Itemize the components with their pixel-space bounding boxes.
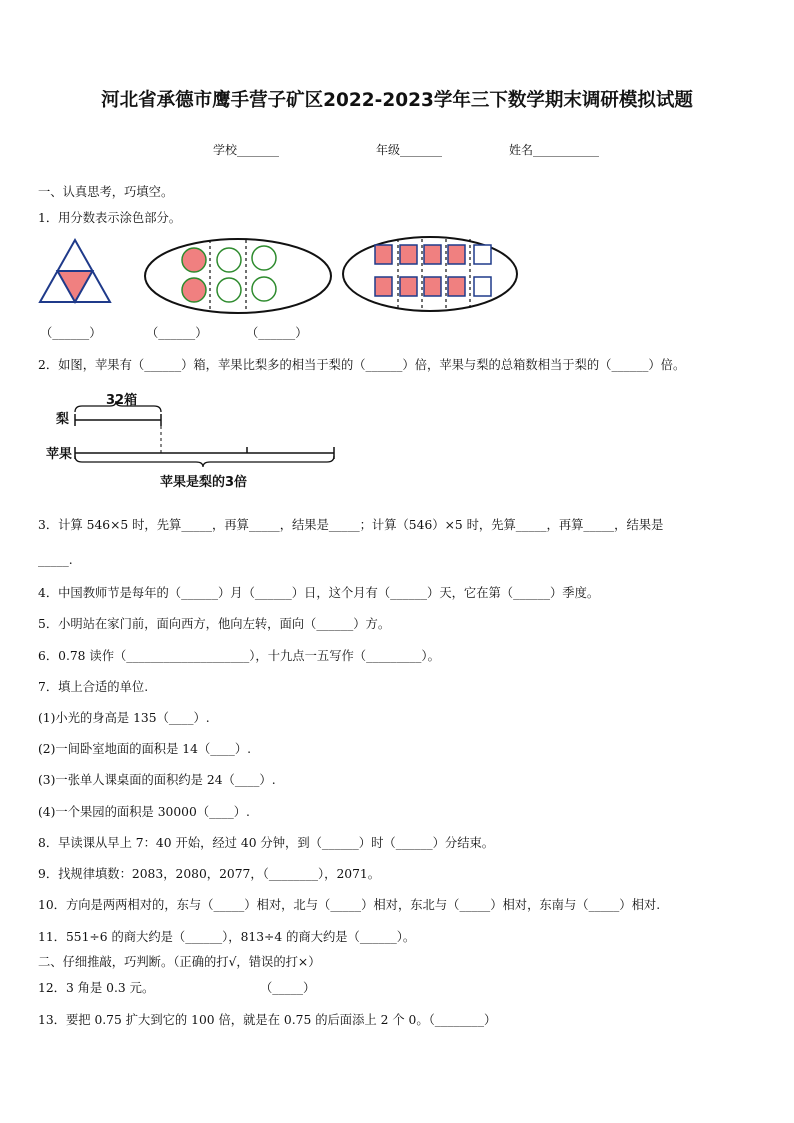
ellipse-squares-figure (340, 234, 520, 314)
question-13: 13．要把 0.75 扩大到它的 100 倍，就是在 0.75 的后面添上 2 个 0。（________） (38, 1013, 497, 1027)
brace-label-apple-3x: 苹果是梨的3倍 (160, 475, 248, 490)
question-5: 5．小明站在家门前，面向西方，他向左转，面向（______）方。 (38, 617, 391, 631)
question-4: 4．中国教师节是每年的（______）月（______）日，这个月有（______）天，它在第（______）季度。 (38, 586, 600, 600)
question-7-1: (1)小光的身高是 135（____）. (38, 711, 210, 725)
answer-blank-1b[interactable]: （______） (146, 326, 208, 340)
answer-blank-1a[interactable]: （______） (40, 326, 102, 340)
question-3-cont: _____. (38, 553, 73, 567)
question-12: 12．3 角是 0.3 元。 (38, 981, 155, 995)
answer-blank-1c[interactable]: （______） (246, 326, 308, 340)
question-10: 10．方向是两两相对的，东与（_____）相对，北与（_____）相对，东北与（_____）相对，东南与（_____）相对. (38, 898, 661, 912)
name-field: 姓名___________ (509, 143, 600, 157)
question-7: 7．填上合适的单位. (38, 680, 149, 694)
ellipse-circles-figure (142, 236, 334, 316)
question-6: 6．0.78 读作（____________________），十九点一五写作（_________）。 (38, 649, 440, 663)
question-1: 1．用分数表示涂色部分。 (38, 211, 182, 225)
pear-label: 梨 (56, 412, 70, 427)
brace-label-32: 32箱 (106, 393, 138, 408)
section-heading-true-false: 二、仔细推敲，巧判断。（正确的打√，错误的打×） (38, 955, 321, 969)
triangle-figure (36, 236, 118, 306)
question-11: 11．551÷6 的商大约是（______），813÷4 的商大约是（______）。 (38, 930, 416, 944)
question-7-4: (4)一个果园的面积是 30000（____）. (38, 805, 250, 819)
section-heading-fill-blanks: 一、认真思考，巧填空。 (38, 185, 174, 199)
school-field: 学校_______ (213, 143, 280, 157)
question-9: 9．找规律填数：2083，2080，2077，（________），2071。 (38, 867, 381, 881)
page-title: 河北省承德市鹰手营子矿区2022-2023学年三下数学期末调研模拟试题 (101, 90, 693, 111)
question-8: 8．早读课从早上 7：40 开始，经过 40 分钟，到（______）时（______）分结束。 (38, 836, 495, 850)
question-3: 3．计算 546×5 时，先算_____，再算_____，结果是_____；计算（546）×5 时，先算_____，再算_____，结果是 (38, 518, 664, 532)
question-7-2: (2)一间卧室地面的面积是 14（____）. (38, 742, 252, 756)
apple-label: 苹果 (46, 447, 73, 462)
answer-blank-12[interactable]: （_____） (260, 981, 316, 995)
question-2: 2．如图，苹果有（______）箱，苹果比梨多的相当于梨的（______）倍，苹果与梨的总箱数相当于梨的（______）倍。 (38, 358, 686, 372)
question-7-3: (3)一张单人课桌面的面积约是 24（____）. (38, 773, 276, 787)
grade-field: 年级_______ (376, 143, 443, 157)
segment-diagram (70, 400, 342, 470)
